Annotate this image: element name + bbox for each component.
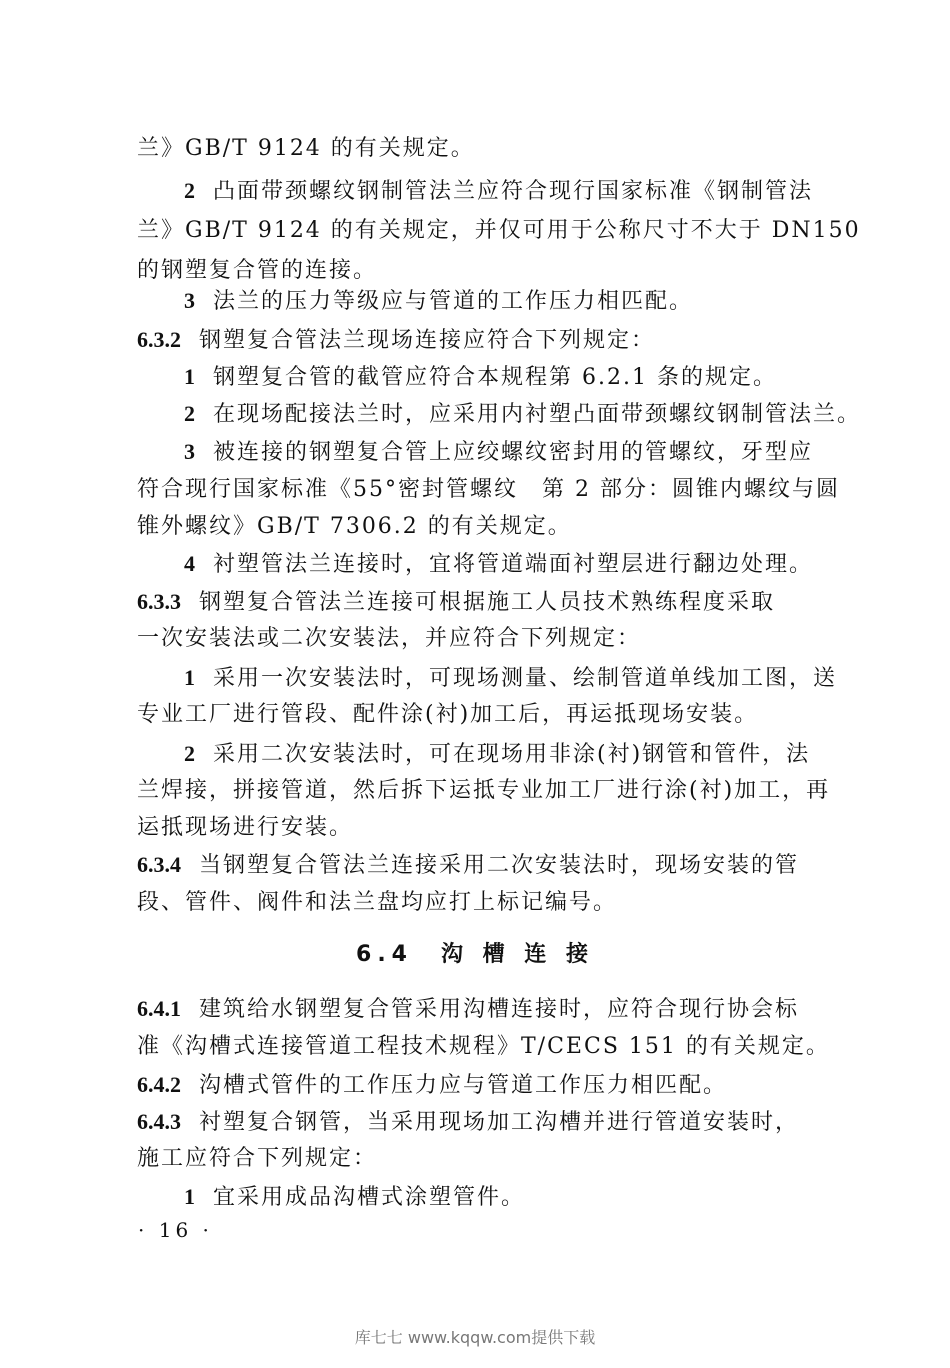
list-item: 2 凸面带颈螺纹钢制管法兰应符合现行国家标准《钢制管法	[184, 178, 814, 204]
clause: 6.3.3 钢塑复合管法兰连接可根据施工人员技术熟练程度采取	[137, 589, 776, 615]
text-line: 锥外螺纹》GB/T 7306.2 的有关规定。	[137, 514, 572, 539]
text-line: 的钢塑复合管的连接。	[137, 258, 378, 283]
clause: 6.3.4 当钢塑复合管法兰连接采用二次安装法时，现场安装的管	[137, 852, 800, 878]
text-line: 施工应符合下列规定：	[137, 1146, 378, 1171]
list-item: 1 采用一次安装法时，可现场测量、绘制管道单线加工图，送	[184, 665, 838, 691]
text-line: 运抵现场进行安装。	[137, 815, 354, 840]
list-item: 3 被连接的钢塑复合管上应绞螺纹密封用的管螺纹，牙型应	[184, 439, 814, 465]
list-item: 2 采用二次安装法时，可在现场用非涂(衬)钢管和管件，法	[184, 741, 811, 767]
text-line: 符合现行国家标准《55°密封管螺纹 第 2 部分：圆锥内螺纹与圆	[137, 477, 840, 502]
text-line: 一次安装法或二次安装法，并应符合下列规定：	[137, 626, 642, 651]
text-line: 兰》GB/T 9124 的有关规定。	[137, 136, 475, 161]
clause: 6.4.3 衬塑复合钢管，当采用现场加工沟槽并进行管道安装时，	[137, 1109, 800, 1135]
list-item: 3 法兰的压力等级应与管道的工作压力相匹配。	[184, 288, 694, 314]
list-item: 4 衬塑管法兰连接时，宜将管道端面衬塑层进行翻边处理。	[184, 551, 814, 577]
list-item: 1 钢塑复合管的截管应符合本规程第 6.2.1 条的规定。	[184, 364, 777, 390]
text-line: 准《沟槽式连接管道工程技术规程》T/CECS 151 的有关规定。	[137, 1034, 830, 1059]
text-line: 段、管件、阀件和法兰盘均应打上标记编号。	[137, 890, 618, 915]
section-heading: 6.4 沟 槽 连 接	[356, 942, 594, 967]
text-line: 兰》GB/T 9124 的有关规定，并仅可用于公称尺寸不大于 DN150	[137, 218, 861, 243]
clause: 6.3.2 钢塑复合管法兰现场连接应符合下列规定：	[137, 327, 656, 353]
download-footer: 库七七 www.kqqw.com提供下载	[354, 1328, 596, 1347]
list-item: 1 宜采用成品沟槽式涂塑管件。	[184, 1184, 526, 1210]
text-line: 兰焊接，拼接管道，然后拆下运抵专业加工厂进行涂(衬)加工，再	[137, 778, 831, 803]
page-number: · 16 ·	[138, 1218, 213, 1242]
list-item: 2 在现场配接法兰时，应采用内衬塑凸面带颈螺纹钢制管法兰。	[184, 401, 862, 427]
text-line: 专业工厂进行管段、配件涂(衬)加工后，再运抵现场安装。	[137, 702, 759, 727]
clause: 6.4.1 建筑给水钢塑复合管采用沟槽连接时，应符合现行协会标	[137, 996, 800, 1022]
clause: 6.4.2 沟槽式管件的工作压力应与管道工作压力相匹配。	[137, 1072, 728, 1098]
